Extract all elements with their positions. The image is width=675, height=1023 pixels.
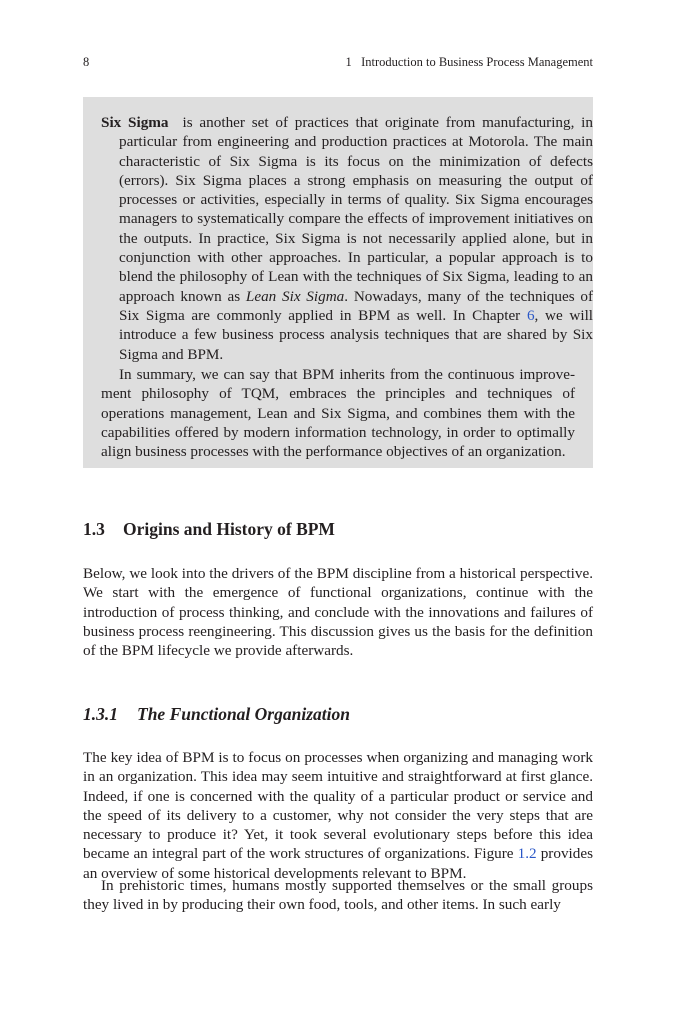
section-title: Origins and History of BPM: [123, 519, 335, 539]
section-heading: [83, 518, 593, 540]
lead-term: Six Sigma: [101, 114, 169, 131]
section-paragraph: Below, we look into the drivers of the BPM discipline from a historical perspective. We start with the emergence of functional organizations, continue with the introduction of process thinking, and conclude with the innovations and failures of business process reengineering. This discussion gives us the basis for the definition of the BPM lifecycle we provide afterwards.: [83, 565, 593, 660]
subsection-paragraph-2: In prehistoric times, humans mostly supported themselves or the small groups they lived in by producing their own food, tools, and other items. In such early: [83, 877, 593, 914]
subsection-paragraph-1: [83, 748, 593, 883]
subsection-title: The Functional Organization: [137, 704, 350, 724]
page-number: 8: [83, 55, 90, 69]
subsection-heading: [83, 703, 593, 725]
emphasis-term: Lean Six Sigma: [245, 287, 345, 305]
box-text-a: is another set of practices that originate from manufacturing, in particular from engineering and production practices at Motorola. The main characteristic of Six Sigma is its focus on the minimization of defects (errors). Six Sigma places a strong emphasis on measuring the output of processes or activities, especially in terms of quality. Six Sigma encourages managers to systematically compare the effects of improvement initiatives on the outputs. In practice, Six Sigma is not necessarily applied alone, but in conjunction with other approaches. In particular, a popular approach is to blend the philosophy of Lean with the techniques of Six Sigma, leading to an approach known as: [119, 114, 593, 305]
running-head: [83, 53, 593, 71]
subsection-number: 1.3.1: [83, 704, 118, 724]
box-text-c: , we will introduce a few business process analysis techniques that are shared by Six Sigma and BPM.: [119, 306, 594, 363]
section-number: 1.3: [83, 519, 105, 539]
box-paragraph-summary: In summary, we can say that BPM inherits from the continuous improvement philosophy of TQM, embraces the principles and techniques of operations management, Lean and Six Sigma, and combines them with the capabilities offered by modern information technology, in order to optimally align business processes with the performance objectives of an organization.: [101, 366, 575, 461]
subsection-text-b: provides an overview of some historical developments relevant to BPM.: [83, 845, 594, 882]
subsection-text-a: The key idea of BPM is to focus on processes when organizing and managing work in an organization. This idea may seem intuitive and straightforward at first glance. Indeed, if one is concerned with the quality of a particular product or service and the speed of its delivery to a customer, why not consider the very steps that are necessary to produce it? Yet, it took several evolutionary steps before this idea became an integral part of the work structures of organizations. Figure: [83, 749, 593, 863]
chapter-link[interactable]: 6: [526, 306, 535, 324]
box-text-b: . Nowadays, many of the techniques of Six Sigma are commonly applied in BPM as well. In Chapter: [119, 287, 593, 324]
box-paragraph-six-sigma: [101, 113, 593, 364]
figure-link[interactable]: 1.2: [517, 845, 537, 863]
running-chapter-title: 1 Introduction to Business Process Management: [345, 55, 593, 69]
